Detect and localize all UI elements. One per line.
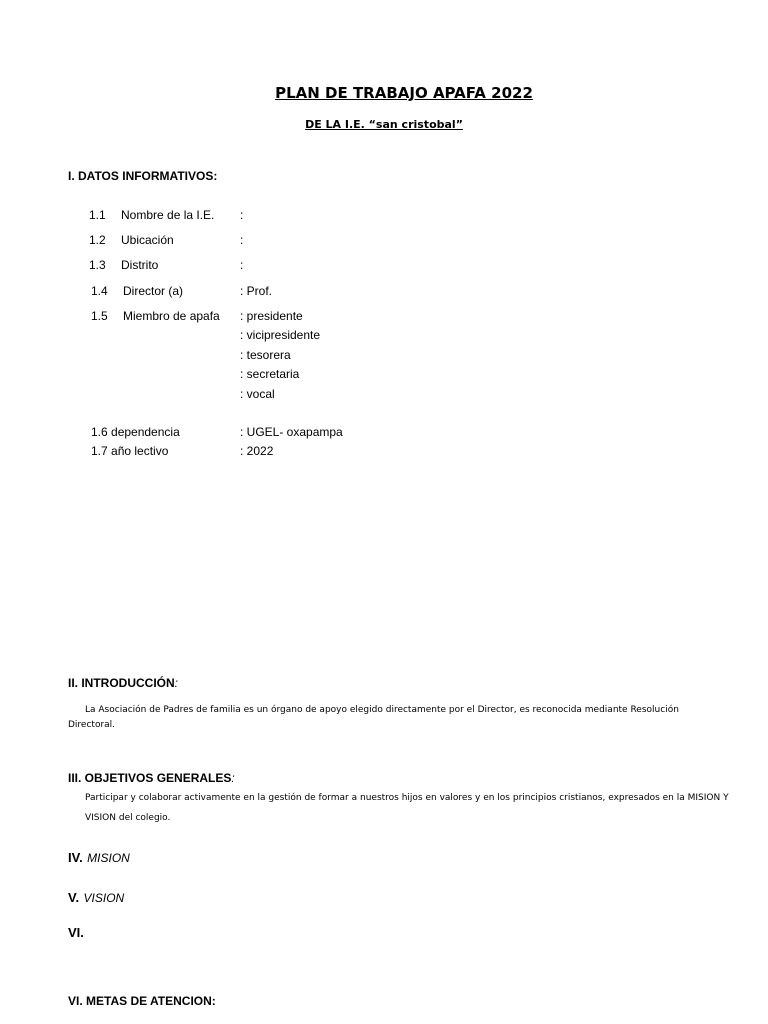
introduccion-heading-colon: : xyxy=(174,676,179,690)
vision-text: VISION xyxy=(83,891,125,905)
member-vicipresidente: : vicipresidente xyxy=(240,328,321,342)
introduccion-heading-text: II. INTRODUCCIÓN xyxy=(68,676,175,690)
section-metas-heading: VI. METAS DE ATENCION: xyxy=(68,994,216,1008)
vision-num: V. xyxy=(68,890,80,905)
section-mision xyxy=(68,849,130,867)
member-tesorera: : tesorera xyxy=(240,348,291,362)
item-label-ubicacion: Ubicación xyxy=(121,233,174,247)
section-vi-number: VI. xyxy=(68,925,84,940)
document-subtitle: DE LA I.E. “san cristobal” xyxy=(305,118,463,131)
item-value-ubicacion: : xyxy=(240,233,244,247)
item-num-1-5: 1.5 xyxy=(91,309,108,323)
item-value-nombre: : xyxy=(240,208,244,222)
section-vision xyxy=(68,889,124,907)
item-value-ano-lectivo: : 2022 xyxy=(240,444,274,458)
item-num-1-2: 1.2 xyxy=(89,233,106,247)
item-num-1-3: 1.3 xyxy=(89,258,106,272)
item-value-director: : Prof. xyxy=(240,284,273,298)
item-label-nombre: Nombre de la I.E. xyxy=(121,208,215,222)
item-num-1-1: 1.1 xyxy=(89,208,106,222)
item-label-dependencia: 1.6 dependencia xyxy=(91,425,180,439)
item-value-presidente: : presidente xyxy=(240,309,303,323)
objetivos-line-1: Participar y colaborar activamente en la gestión de formar a nuestros hijos en valores y en los principios cristianos, expresados en la MISION Y xyxy=(85,793,729,803)
objetivos-heading-text: III. OBJETIVOS GENERALES xyxy=(68,771,232,785)
introduccion-line-2: Directoral. xyxy=(68,720,116,730)
item-label-miembro: Miembro de apafa xyxy=(123,309,220,323)
section-introduccion-heading xyxy=(68,676,178,690)
objetivos-heading-colon: : xyxy=(231,771,235,785)
item-value-dependencia: : UGEL- oxapampa xyxy=(240,425,343,439)
item-label-distrito: Distrito xyxy=(121,258,159,272)
member-secretaria: : secretaria xyxy=(240,367,300,381)
section-datos-informativos-heading: I. DATOS INFORMATIVOS: xyxy=(68,169,218,183)
mision-num: IV. xyxy=(68,850,83,865)
introduccion-line-1: La Asociación de Padres de familia es un órgano de apoyo elegido directamente por el Director, es reconocida mediante Resolución xyxy=(85,705,679,715)
member-vocal: : vocal xyxy=(240,387,275,401)
item-num-1-4: 1.4 xyxy=(91,284,108,298)
item-label-director: Director (a) xyxy=(123,284,184,298)
section-objetivos-heading xyxy=(68,771,235,785)
item-value-distrito: : xyxy=(240,258,244,272)
document-title: PLAN DE TRABAJO APAFA 2022 xyxy=(275,84,533,102)
item-label-ano-lectivo: 1.7 año lectivo xyxy=(91,444,169,458)
mision-text: MISION xyxy=(87,851,130,865)
objetivos-line-2: VISION del colegio. xyxy=(85,813,171,823)
